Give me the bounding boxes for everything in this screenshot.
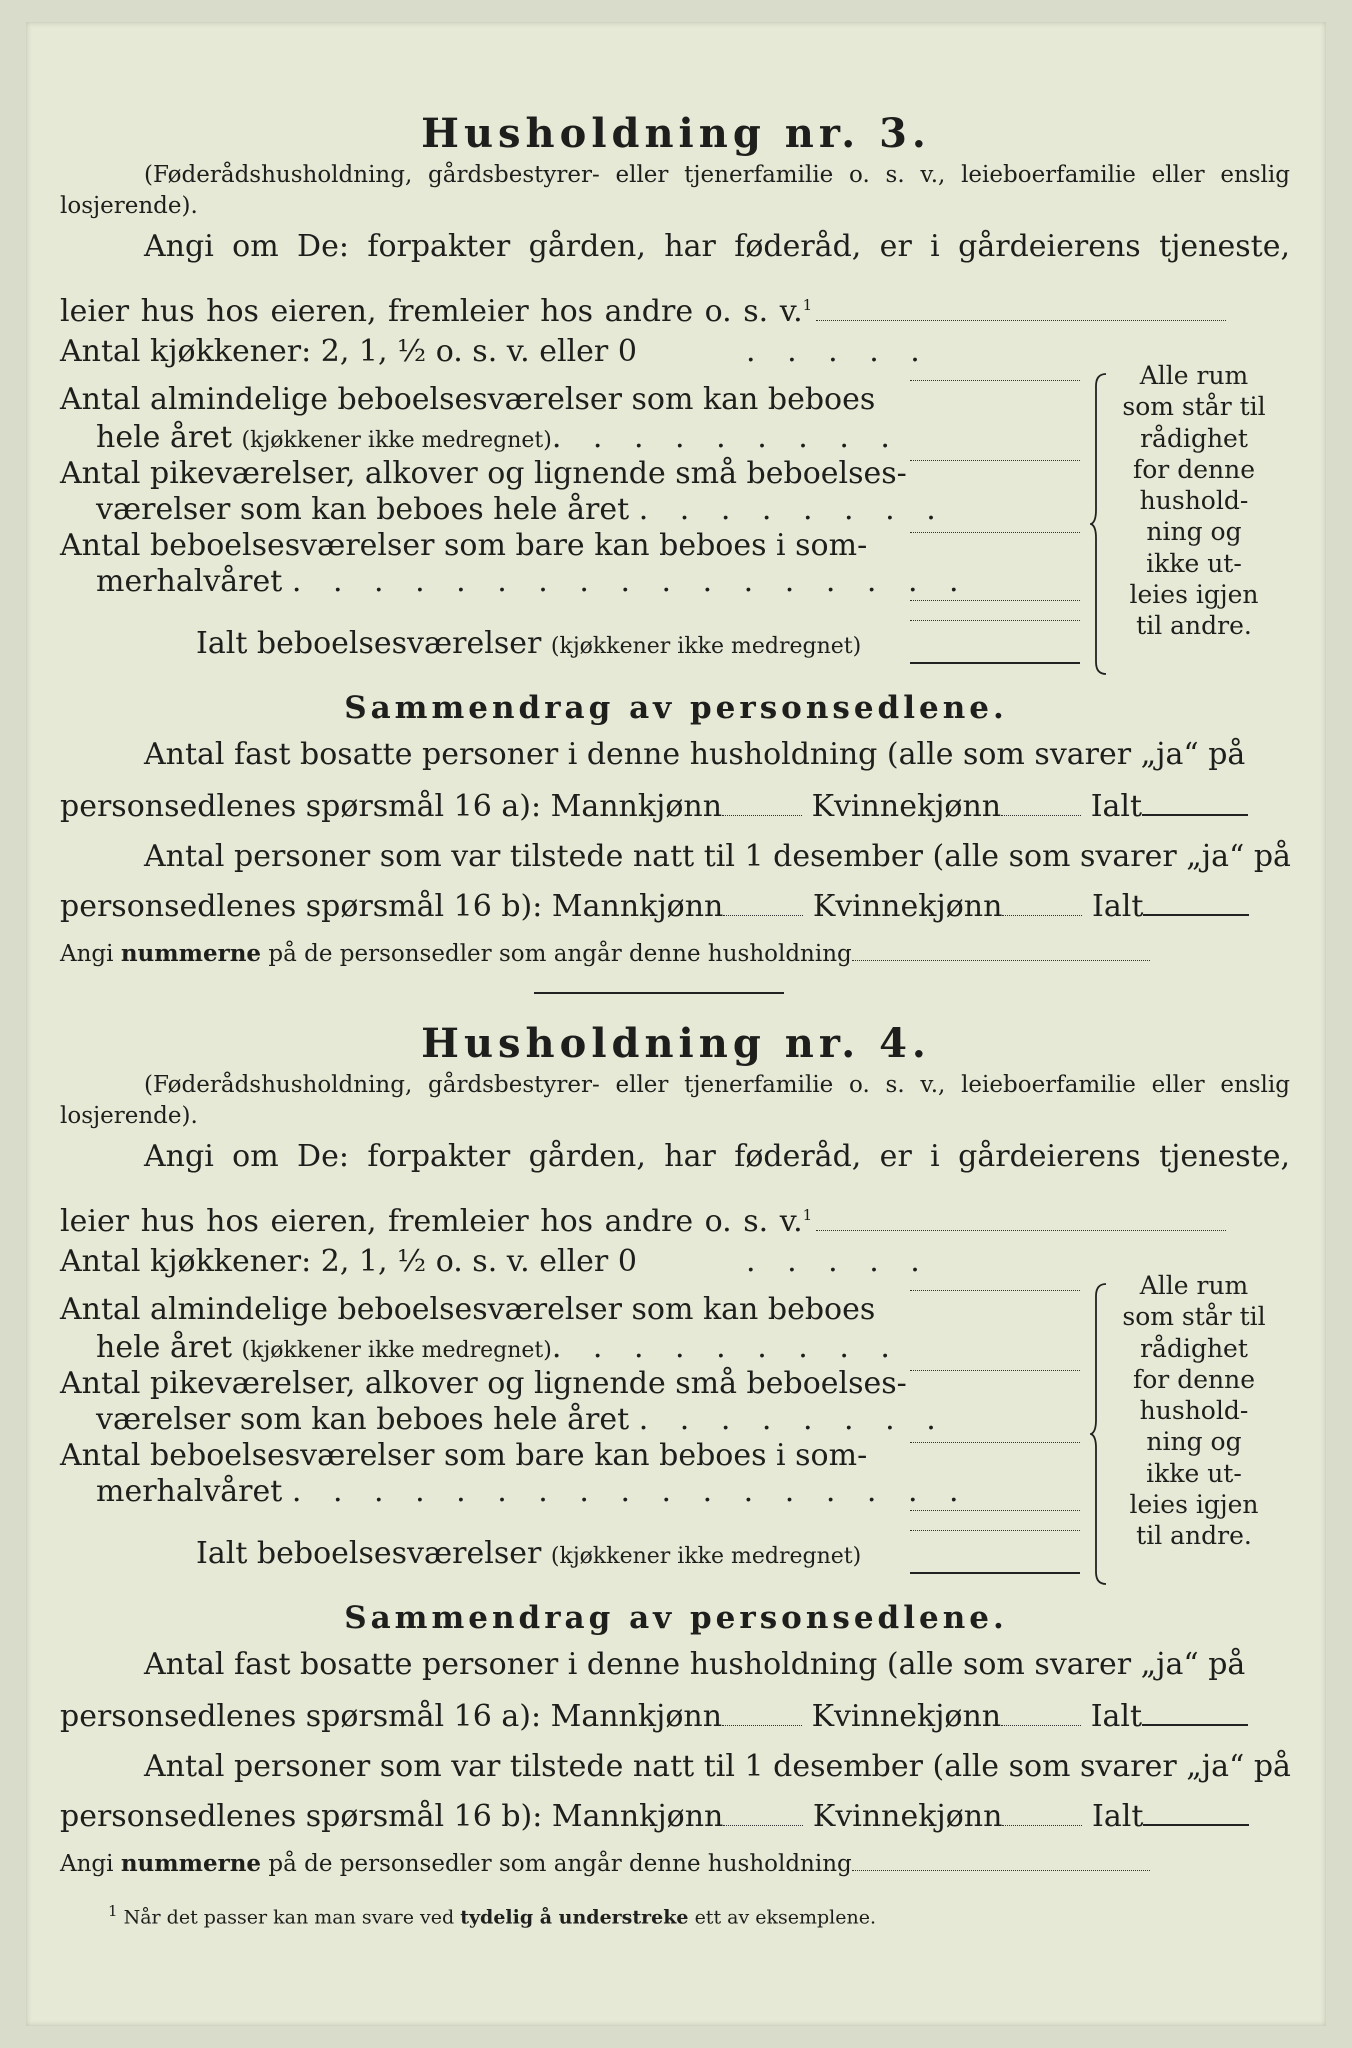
present-intro: Antal personer som var tilstede natt til 1 desember (alle som svarer „ja“ på — [144, 839, 1291, 874]
maid-rooms-answer[interactable] — [910, 1442, 1080, 1443]
footnote: $^1$ Når det passer kan man svare ved tydelig å understreke ett av eksemplene. — [108, 1902, 876, 1929]
resident-line: personsedlenes spørsmål 16 a): Mannkjønn Kvinnekjønn Ialt — [60, 1688, 1290, 1746]
intro-answer-field[interactable] — [816, 306, 1226, 321]
person-numbers-field[interactable] — [852, 1870, 1150, 1871]
household-title: Husholdning nr. 4. — [421, 1020, 931, 1067]
intro-answer-field[interactable] — [816, 1216, 1226, 1231]
household-subtitle: (Føderådshusholdning, gårdsbestyrer- eller tjenerfamilie o. s. v., leieboerfamilie eller enslig losjerende). — [60, 1072, 1290, 1129]
total-rooms-answer[interactable] — [910, 1572, 1080, 1574]
person-numbers-line: Angi nummerne på de personsedler som angår denne husholdning — [60, 1850, 1290, 1877]
present-total-field[interactable] — [1143, 914, 1249, 916]
present-male-field[interactable] — [723, 1825, 803, 1826]
brace-note: Alle rum som står til rådighet for denne hushold- ning og ikke ut- leies igjen til andre. — [1122, 1271, 1266, 1551]
resident-female-field[interactable] — [1001, 815, 1081, 816]
summary-title: Sammendrag av personsedlene. — [344, 1600, 1008, 1636]
present-intro: Antal personer som var tilstede natt til 1 desember (alle som svarer „ja“ på — [144, 1749, 1291, 1784]
present-line: personsedlenes spørsmål 16 b): Mannkjønn Kvinnekjønn Ialt — [60, 878, 1290, 936]
summer-rooms-answer[interactable] — [910, 1510, 1080, 1511]
total-rooms-answer[interactable] — [910, 662, 1080, 664]
summer-rooms-answer-2[interactable] — [910, 620, 1080, 621]
ordinary-rooms-answer[interactable] — [910, 460, 1080, 461]
resident-male-field[interactable] — [722, 1725, 802, 1726]
summary-title: Sammendrag av personsedlene. — [344, 690, 1008, 726]
summer-rooms-answer-2[interactable] — [910, 1530, 1080, 1531]
present-male-field[interactable] — [723, 915, 803, 916]
resident-intro: Antal fast bosatte personer i denne husholdning (alle som svarer „ja“ på — [144, 1647, 1246, 1682]
household-subtitle: (Føderådshusholdning, gårdsbestyrer- eller tjenerfamilie o. s. v., leieboerfamilie eller enslig losjerende). — [60, 162, 1290, 219]
resident-female-field[interactable] — [1001, 1725, 1081, 1726]
ordinary-rooms-answer[interactable] — [910, 1370, 1080, 1371]
resident-total-field[interactable] — [1142, 1724, 1248, 1726]
maid-rooms-answer[interactable] — [910, 532, 1080, 533]
person-numbers-field[interactable] — [852, 960, 1150, 961]
census-form-page: Husholdning nr. 3. (Føderådshusholdning, gårdsbestyrer- eller tjenerfamilie o. s. v., leieboerfamilie eller enslig losjerende). Angi om De: forpakter gården, har føderåd, er i gårdeierens tjeneste, leier hus hos eieren, fremleier hos andre o. s. v.$^1$ Antal kjøkkener: 2, 1, ½ o. s. v. eller 0 . . . . . Antal almindelige beboelsesværelser som kan beboes hele året (kjøkkener ikke medregnet). . . . . . . . . Antal pikeværelser, alkover og lignende små beboelses- værelser som kan beboes hele året . . . . . . . . Antal beboelsesværelser som bare kan beboes i som- merhalvåret . . . . . . . . . . . . . . . . . Ialt beboelsesværelser (kjøkkener ikke medregnet) Alle rum som står til rådighet for denne hushold- ning og ikke ut- leies igjen til andre. Sammendrag av personsedlene. Antal fast bosatte personer i denne husholdning (alle som svarer „ja“ på personsedlenes spørsmål 16 a): Mannkjønn Kvinnekjønn Ialt Antal personer som var tilstede natt til 1 desember (alle som svarer „ja“ på personsedlenes spørsmål 16 b): Mannkjønn Kvinnekjønn Ialt Angi nummerne på de personsedler som angår denne husholdning Husholdning nr. 4. (Føderådshusholdning, gårdsbestyrer- eller tjenerfamilie o. s. v., leieboerfamilie eller enslig losjerende). Angi om De: forpakter gården, har føderåd, er i gårdeierens tjeneste, leier hus hos eieren, fremleier hos andre o. s. v.$^1$ Antal kjøkkener: 2, 1, ½ o. s. v. eller 0 . . . . . Antal almindelige beboelsesværelser som kan beboes hele året (kjøkkener ikke medregnet). . . . . . . . . Antal pikeværelser, alkover og lignende små beboelses- værelser som kan beboes hele året . . . . . . . . Antal beboelsesværelser som bare kan beboes i som- merhalvåret . . . . . . . . . . . . . . . . . Ialt beboelsesværelser (kjøkkener ikke medregnet) Alle rum som står til rådighet for denne hushold- ning og ikke ut- leies igjen til andre. Sammendrag av personsedlene. Antal fast bosatte personer i denne husholdning (alle som svarer „ja“ på personsedlenes spørsmål 16 a): Mannkjønn Kvinnekjønn Ialt Antal personer som var tilstede natt til 1 desember (alle som svarer „ja“ på personsedlenes spørsmål 16 b): Mannkjønn Kvinnekjønn Ialt Angi nummerne på de personsedler som angår denne husholdning $^1$ Når det passer kan man svare ved tydelig å understreke ett av eksemplene. — [26, 22, 1326, 2026]
present-line: personsedlenes spørsmål 16 b): Mannkjønn Kvinnekjønn Ialt — [60, 1788, 1290, 1846]
resident-intro: Antal fast bosatte personer i denne husholdning (alle som svarer „ja“ på — [144, 737, 1246, 772]
resident-total-field[interactable] — [1142, 814, 1248, 816]
resident-line: personsedlenes spørsmål 16 a): Mannkjønn Kvinnekjønn Ialt — [60, 778, 1290, 836]
section-divider — [534, 992, 784, 994]
kitchens-answer[interactable] — [910, 380, 1080, 381]
brace-icon — [1090, 1282, 1108, 1586]
household-intro: Angi om De: forpakter gården, har føderåd, er i gårdeierens tjeneste, leier hus hos eieren, fremleier hos andre o. s. v.$^1$ — [60, 1139, 1290, 1239]
household-intro: Angi om De: forpakter gården, har føderåd, er i gårdeierens tjeneste, leier hus hos eieren, fremleier hos andre o. s. v.$^1$ — [60, 229, 1290, 329]
present-total-field[interactable] — [1143, 1824, 1249, 1826]
summer-rooms-answer[interactable] — [910, 600, 1080, 601]
brace-icon — [1090, 372, 1108, 676]
kitchens-answer[interactable] — [910, 1290, 1080, 1291]
household-title: Husholdning nr. 3. — [421, 110, 931, 157]
present-female-field[interactable] — [1002, 1825, 1082, 1826]
resident-male-field[interactable] — [722, 815, 802, 816]
person-numbers-line: Angi nummerne på de personsedler som angår denne husholdning — [60, 940, 1290, 967]
present-female-field[interactable] — [1002, 915, 1082, 916]
brace-note: Alle rum som står til rådighet for denne hushold- ning og ikke ut- leies igjen til andre. — [1122, 361, 1266, 641]
